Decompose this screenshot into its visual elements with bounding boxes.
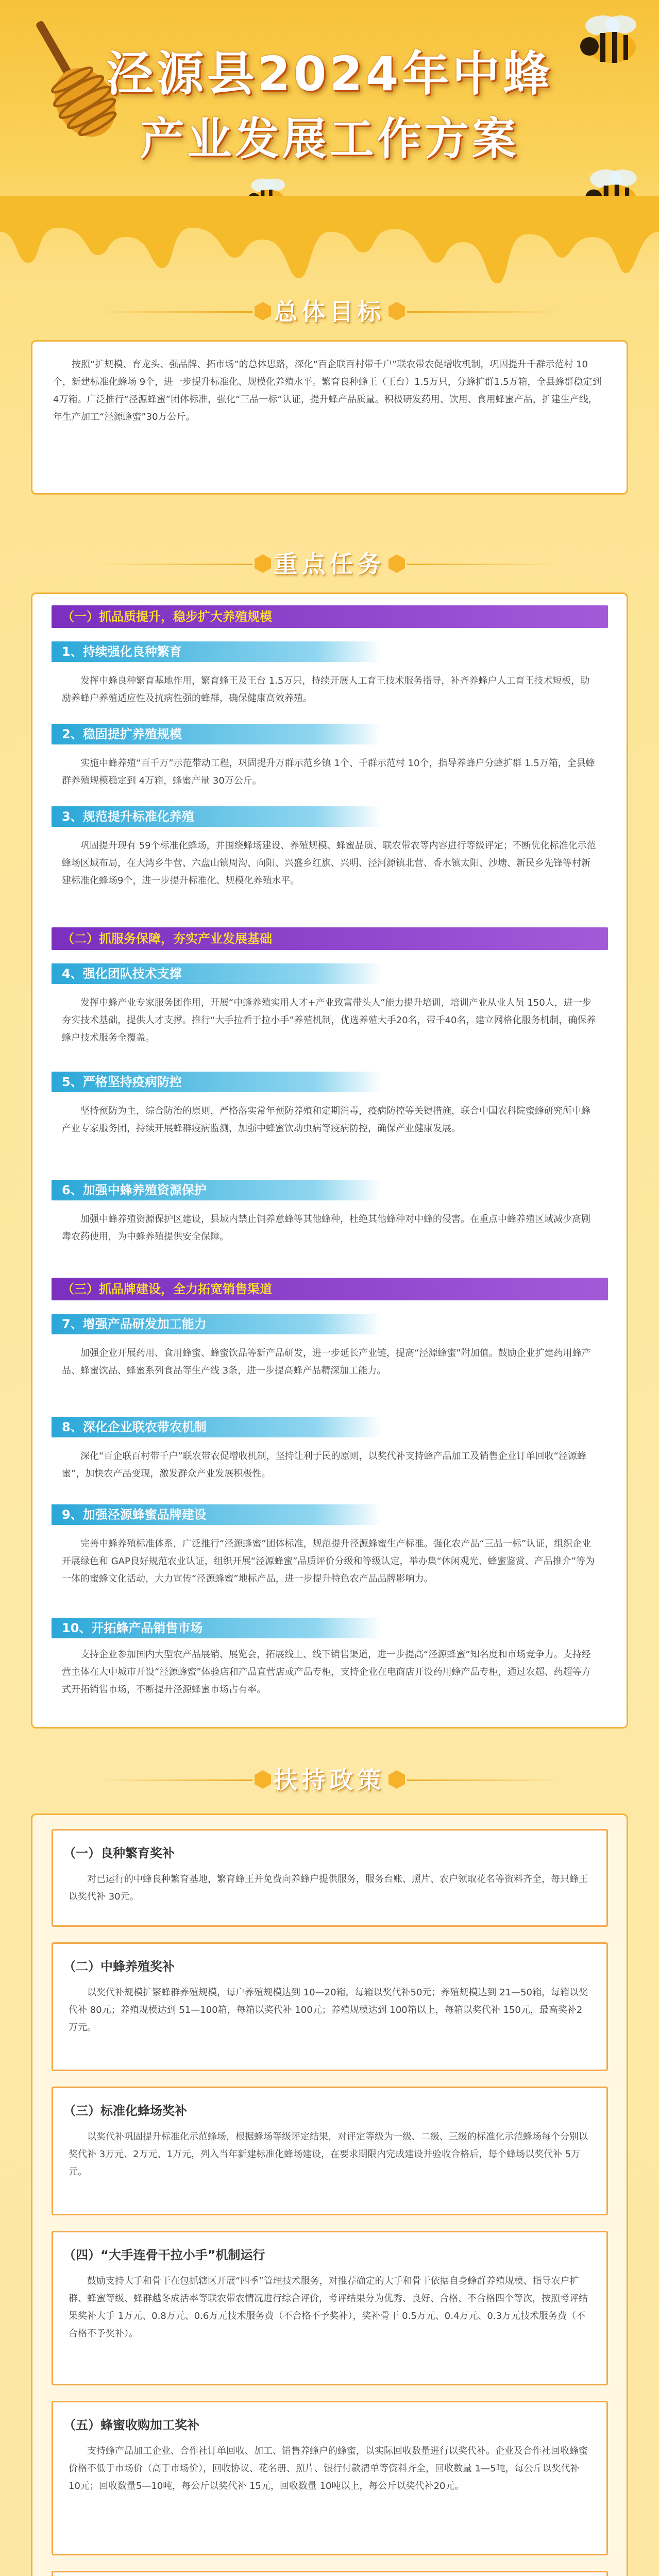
task-item-text: 实施中蜂养殖“百千万”示范带动工程，巩固提升万群示范乡镇 1个、千群示范村 10个，指导养蜂户分蜂扩群 1.5万箱，全县蜂群养殖规模稳定到 4万箱，蜂蜜产量 30万公斤。 — [62, 758, 595, 786]
section-header-goal — [0, 294, 659, 330]
task-group-heading: （三）抓品牌建设，全力拓宽销售渠道 — [52, 1278, 608, 1300]
goal-panel — [31, 340, 628, 495]
policy-title: （二）中蜂养殖奖补 — [63, 1959, 175, 1974]
honeycomb-icon — [252, 553, 273, 574]
policy-card — [52, 1829, 608, 1927]
task-item-text: 发挥中蜂产业专家服务团作用，开展“中蜂养殖实用人才+产业致富带头人”能力提升培训，培训产业从业人员 150人，进一步夯实技术基础，提供人才支撑。推行“大手拉看于拉小手”养殖机制，优选养殖大手20名，带千40名，建立网格化服务机制，确保养蜂户技术服务全覆盖。 — [62, 997, 596, 1043]
honeycomb-icon — [386, 301, 407, 321]
policy-title: （一）良种繁育奖补 — [63, 1846, 175, 1860]
goal-text: 按照“扩规模、育龙头、强品牌、拓市场”的总体思路，深化“百企联百村带千户”联农带农促增收机制，巩固提升千群示范村 10个，新建标准化蜂场 9个，进一步提升标准化、规模化养殖水平。繁育良种蜂王（王台）1.5万只，分蜂扩群1.5万箱，全县蜂群稳定到 4万箱。广泛推行“泾源蜂蜜”团体标准，强化“三品一标”认证，提升蜂产品质量。积极研发药用、饮用、食用蜂蜜产品，扩建生产线，年生产加工“泾源蜂蜜”30万公斤。 — [53, 359, 602, 422]
honeycomb-icon — [386, 553, 407, 574]
task-item-text: 发挥中蜂良种繁育基地作用，繁育蜂王及王台 1.5万只，持续开展人工育王技术服务指导，补齐养蜂户人工育王技术短板，助励养蜂户养殖适应性及抗病性强的蜂群，确保健康高效养殖。 — [62, 675, 590, 704]
section-title-goal: 总体目标 — [274, 298, 385, 326]
task-item-title: 9、加强泾源蜂蜜品牌建设 — [52, 1504, 381, 1525]
task-item-title: 3、规范提升标准化养殖 — [52, 806, 381, 827]
honeycomb-icon — [252, 1769, 273, 1790]
task-item-title: 1、持续强化良种繁育 — [52, 641, 381, 662]
honey-drip — [0, 196, 659, 299]
task-item-title: 4、强化团队技术支撑 — [52, 963, 381, 984]
task-item-title: 6、加强中蜂养殖资源保护 — [52, 1180, 381, 1200]
task-group-heading: （二）抓服务保障，夯实产业发展基础 — [52, 927, 608, 950]
task-item-text: 巩固提升现有 59个标准化蜂场，并围绕蜂场建设、养殖规模、蜂蜜品质、联农带农等内容进行等级评定；不断优化标准化示范蜂场区域布局，在大湾乡牛营、六盘山镇周沟、向阳、兴盛乡红旗、兴明、泾河源镇北营、香水镇太阳、沙塘、新民乡先锋等村新建标准化蜂场9个，进一步提升标准化、规模化养殖水平。 — [62, 840, 596, 886]
task-item-text: 深化“百企联百村带千户”联农带农促增收机制，坚持让利于民的原则，以奖代补支持蜂产品加工及销售企业订单回收“泾源蜂蜜”，加快农产品变现，激发群众产业发展积极性。 — [62, 1451, 586, 1479]
task-item-text: 支持企业参加国内大型农产品展销、展览会，拓展线上、线下销售渠道，进一步提高“泾源蜂蜜”知名度和市场竞争力。支持经营主体在大中城市开设“泾源蜂蜜”体验店和产品直营店或产品专柜，支持企业在电商店开设药用蜂产品专柜，通过农超、药超等方式开拓销售市场，不断提升泾源蜂蜜市场占有率。 — [62, 1649, 591, 1695]
page-title-line2: 产业发展工作方案 — [140, 113, 519, 165]
policy-card — [52, 2401, 608, 2555]
task-item-text: 完善中蜂养殖标准体系，广泛推行“泾源蜂蜜”团体标准，规范提升泾源蜂蜜生产标准。强化农产品“三品一标”认证，组织企业开展绿色和 GAP良好规范农业认证，组织开展“泾源蜂蜜”品质评价分级和等级认定，举办集“休闲观光、蜂蜜鉴赏、产品推介”等为一体的蜜蜂文化活动，大力宣传“泾源蜂蜜”地标产品，进一步提升特色农产品品牌影响力。 — [62, 1538, 595, 1584]
policy-title: （四）“大手连骨干拉小手”机制运行 — [63, 2248, 265, 2262]
task-item-title: 5、严格坚持疫病防控 — [52, 1072, 381, 1092]
policy-text: 鼓励支持大手和骨干在包抓辖区开展“四季”管理技术服务，对推荐确定的大手和骨干依据自身蜂群养殖规模、指导农户扩群、蜂蜜等级、蜂群越冬成活率等联农带农情况进行综合评价，考评结果分为优秀、良好、合格、不合格四个等次，按照考评结果奖补大手 1万元、0.8万元、0.6万元技术服务费（不合格不予奖补），奖补骨干 0.5万元、0.4万元、0.3万元技术服务费（不合格不予奖补）。 — [69, 2276, 588, 2339]
honeycomb-icon — [252, 301, 273, 321]
task-item-text: 加强企业开展药用、食用蜂蜜、蜂蜜饮品等新产品研发，进一步延长产业链，提高“泾源蜂蜜”附加值。鼓励企业扩建药用蜂产品、蜂蜜饮品、蜂蜜系列食品等生产线 3条，进一步提高蜂产品精深加工能力。 — [62, 1348, 591, 1376]
task-item-text: 加强中蜂养殖资源保护区建设，县域内禁止饲养意蜂等其他蜂种，杜绝其他蜂种对中蜂的侵害。在重点中蜂养殖区域减少高剧毒农药使用，为中蜂养殖提供安全保障。 — [62, 1214, 590, 1242]
task-item-title: 8、深化企业联农带农机制 — [52, 1417, 381, 1437]
policy-text: 以奖代补巩固提升标准化示范蜂场，根据蜂场等级评定结果，对评定等级为一级、二级、三级的标准化示范蜂场每个分别以奖代补 3万元、2万元、1万元，列入当年新建标准化蜂场建设，在要求期限内完成建设并验收合格后，每个蜂场以奖代补 5万元。 — [69, 2131, 588, 2177]
policy-card — [52, 2571, 608, 2576]
task-item-text: 坚持预防为主，综合防治的原则，严格落实常年预防养殖和定期消毒，疫病防控等关键措施，联合中国农科院蜜蜂研究所中蜂产业专家服务团，持续开展蜂群疫病监测，加强中蜂蜜饮动虫病等疫病防控，确保产业健康发展。 — [62, 1106, 590, 1134]
task-item-title: 10、开拓蜂产品销售市场 — [52, 1618, 381, 1638]
policy-text: 支持蜂产品加工企业、合作社订单回收、加工、销售养蜂户的蜂蜜，以实际回收数量进行以奖代补。企业及合作社回收蜂蜜价格不低于市场价（高于市场价），回收协议、花名册、照片、银行付款清单等资料齐全，回收数量 1—5吨，每公斤以奖代补 10元；回收数量5—10吨，每公斤以奖代补 15元，回收数量 10吨以上，每公斤以奖代补20元。 — [69, 2446, 588, 2492]
policy-card — [52, 2087, 608, 2215]
task-group-heading: （一）抓品质提升，稳步扩大养殖规模 — [52, 605, 608, 628]
policy-card — [52, 1942, 608, 2071]
header-banner — [0, 0, 659, 289]
section-title-tasks: 重点任务 — [274, 550, 385, 578]
policy-text: 以奖代补规模扩繁蜂群养殖规模，每户养殖规模达到 10—20箱，每箱以奖代补50元；养殖规模达到 21—50箱，每箱以奖代补 80元；养殖规模达到 51—100箱，每箱以奖代补 100元；养殖规模达到 100箱以上，每箱以奖代补 150元，最高奖补2万元。 — [69, 1987, 588, 2033]
section-header-policy — [0, 1762, 659, 1798]
honeycomb-icon — [386, 1769, 407, 1790]
policy-text: 对已运行的中蜂良种繁育基地，繁育蜂王并免费向养蜂户提供服务，服务台账、照片、农户领取花名等资料齐全，每只蜂王以奖代补 30元。 — [69, 1874, 588, 1902]
task-item-title: 2、稳固提扩养殖规模 — [52, 724, 381, 744]
bee-icon — [572, 10, 649, 72]
policy-card — [52, 2231, 608, 2385]
task-item-title: 7、增强产品研发加工能力 — [52, 1314, 381, 1334]
policy-title: （三）标准化蜂场奖补 — [63, 2104, 187, 2118]
policy-title: （五）蜂蜜收购加工奖补 — [63, 2418, 199, 2432]
section-header-tasks — [0, 546, 659, 582]
page-title-line1: 泾源县2024年中蜂 — [106, 46, 553, 101]
section-title-policy: 扶持政策 — [274, 1766, 385, 1794]
